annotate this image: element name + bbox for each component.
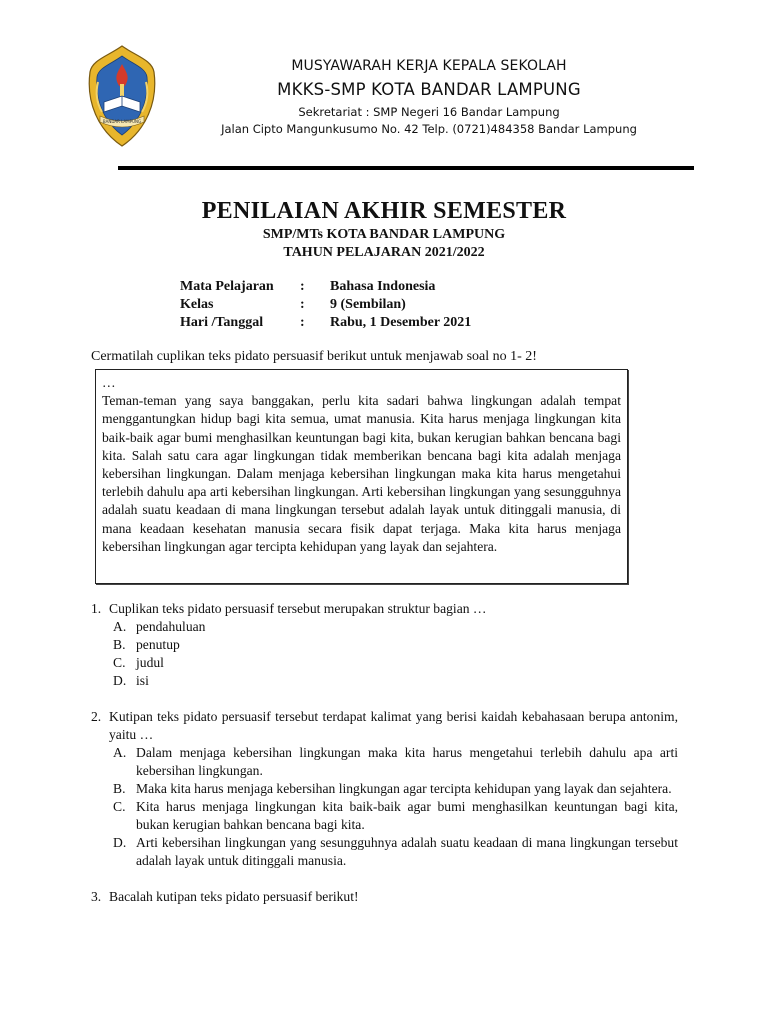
info-value: Rabu, 1 Desember 2021 [330, 315, 472, 330]
option-text: Arti kebersihan lingkungan yang sesungguhnya adalah suatu keadaan di mana lingkungan tersebut adalah layak untuk ditinggali manusia. [136, 835, 678, 868]
info-row-subject [180, 278, 471, 296]
letterhead-divider [118, 166, 694, 170]
option-c[interactable] [113, 654, 678, 672]
question-1 [91, 600, 678, 618]
passage-box [95, 369, 628, 584]
option-d[interactable] [113, 672, 678, 690]
question-number: 2. [91, 709, 102, 724]
option-letter: B. [113, 781, 126, 796]
info-value: Bahasa Indonesia [330, 279, 436, 294]
letterhead-organization: MUSYAWARAH KERJA KEPALA SEKOLAH [291, 58, 567, 74]
option-d[interactable] [113, 834, 678, 870]
exam-subtitle-school: SMP/MTs KOTA BANDAR LAMPUNG [262, 227, 506, 242]
option-text: Kita harus menjaga lingkungan kita baik-baik agar bumi menghasilkan keuntungan bagi kita, bukan kerugian bahkan bencana bagi kita. [136, 799, 678, 832]
question-2-options [113, 744, 678, 870]
question-number: 3. [91, 889, 102, 904]
option-text: penutup [136, 637, 180, 652]
info-row-date [180, 314, 471, 332]
svg-text:BANDAR LAMPUNG: BANDAR LAMPUNG [102, 119, 142, 124]
exam-info [180, 278, 471, 332]
letterhead-secretariat: Sekretariat : SMP Negeri 16 Bandar Lampung [298, 105, 560, 119]
option-b[interactable] [113, 780, 678, 798]
letterhead [0, 0, 768, 175]
option-a[interactable] [113, 744, 678, 780]
option-text: Dalam menjaga kebersihan lingkungan maka kita harus mengetahui terlebih dahulu apa arti kebersihan lingkungan. [136, 745, 678, 778]
question-list [91, 600, 678, 906]
option-letter: D. [113, 673, 127, 688]
info-colon: : [300, 297, 305, 312]
option-text: isi [136, 673, 149, 688]
option-letter: A. [113, 745, 127, 760]
info-row-class [180, 296, 471, 314]
question-number: 1. [91, 601, 102, 616]
passage-instruction: Cermatilah cuplikan teks pidato persuasif berikut untuk menjawab soal no 1- 2! [91, 349, 537, 364]
option-text: pendahuluan [136, 619, 206, 634]
exam-subtitle-year: TAHUN PELAJARAN 2021/2022 [283, 245, 485, 260]
question-text: Kutipan teks pidato persuasif tersebut terdapat kalimat yang berisi kaidah kebahasaan berupa antonim, yaitu … [109, 709, 678, 742]
info-colon: : [300, 315, 305, 330]
question-3 [91, 888, 678, 906]
info-colon: : [300, 279, 305, 294]
option-text: Maka kita harus menjaga kebersihan lingkungan agar tercipta kehidupan yang layak dan sejahtera. [136, 781, 672, 796]
option-a[interactable] [113, 618, 678, 636]
question-text: Bacalah kutipan teks pidato persuasif berikut! [109, 889, 359, 904]
info-label: Kelas [180, 297, 214, 312]
option-c[interactable] [113, 798, 678, 834]
option-letter: C. [113, 799, 126, 814]
option-letter: C. [113, 655, 126, 670]
letterhead-address: Jalan Cipto Mangunkusumo No. 42 Telp. (0721)484358 Bandar Lampung [221, 122, 637, 136]
info-value: 9 (Sembilan) [330, 297, 406, 312]
info-label: Hari /Tanggal [180, 315, 264, 330]
option-text: judul [136, 655, 164, 670]
option-letter: B. [113, 637, 126, 652]
info-label: Mata Pelajaran [180, 279, 274, 294]
question-1-options [113, 618, 678, 690]
question-text: Cuplikan teks pidato persuasif tersebut merupakan struktur bagian … [109, 601, 487, 616]
passage-text: Teman-teman yang saya banggakan, perlu kita sadari bahwa lingkungan adalah tempat menggantungkan hidup bagi kita semua, umat manusia. Kita harus menjaga lingkungan kita baik-baik agar bumi menghasilkan keuntungan bagi kita, bukan kerugian bahkan bencana bagi kita. Salah satu cara agar lingkungan tidak memberikan bencana bagi kita adalah menjaga kebersihan lingkungan. Dalam menjaga kebersihan lingkungan maka kita harus mengetahui terlebih dahulu apa arti kebersihan lingkungan. Arti kebersihan lingkungan yang sesungguhnya adalah suatu keadaan di mana lingkungan tersebut adalah layak untuk ditinggali manusia, di mana keadaan kesehatan manusia secara fisik dapat terjaga. Maka kita harus menjaga kebersihan lingkungan agar tercipta kehidupan yang layak dan sejahtera. [102, 393, 621, 554]
question-2 [91, 708, 678, 744]
exam-title: PENILAIAN AKHIR SEMESTER [201, 198, 567, 224]
option-letter: D. [113, 835, 127, 850]
option-b[interactable] [113, 636, 678, 654]
letterhead-name: MKKS-SMP KOTA BANDAR LAMPUNG [277, 80, 581, 99]
passage-ellipsis: … [102, 375, 116, 390]
option-letter: A. [113, 619, 127, 634]
